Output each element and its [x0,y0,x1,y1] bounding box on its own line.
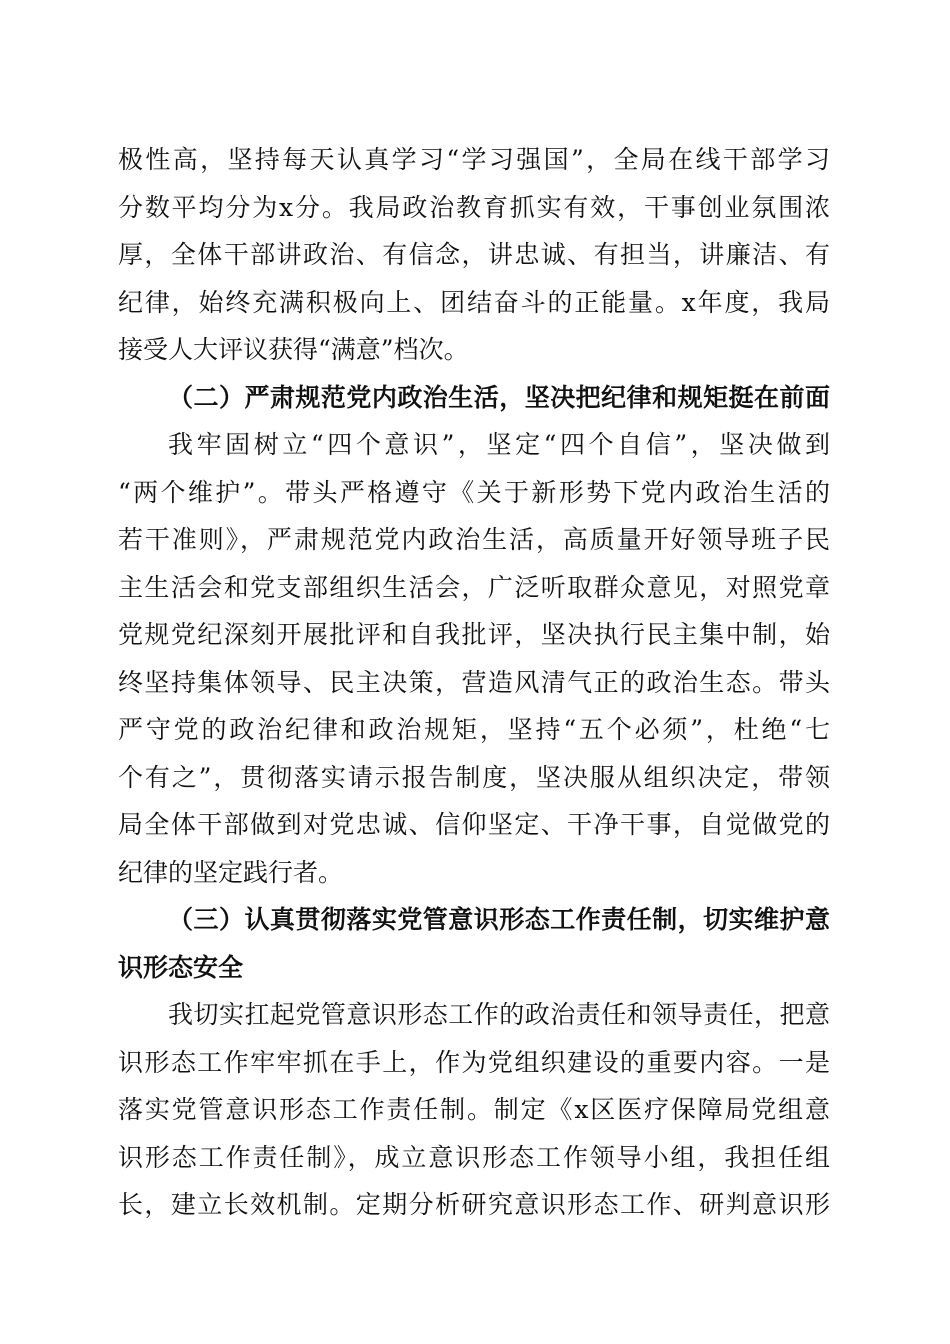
text-line: 主生活会和党支部组织生活会，广泛听取群众意见，对照党章 [118,573,830,602]
text-line: 党规党纪深刻开展批评和自我批评，坚决执行民主集中制，始 [118,620,830,649]
section-heading-3: （三）认真贯彻落实党管意识形态工作责任制，切实维护意 [168,905,830,934]
text-line: 厚，全体干部讲政治、有信念，讲忠诚、有担当，讲廉洁、有 [118,240,830,269]
text-line: 个有之”，贯彻落实请示报告制度，坚决服从组织决定，带领 [118,763,830,792]
text-line: 识形态工作责任制》，成立意识形态工作领导小组，我担任组 [118,1143,830,1172]
text-line: 纪律，始终充满积极向上、团结奋斗的正能量。x年度，我局 [118,288,830,317]
text-line: 纪律的坚定践行者。 [118,858,344,887]
text-line: 分数平均分为x分。我局政治教育抓实有效，干事创业氛围浓 [118,193,830,222]
text-line: 极性高，坚持每天认真学习“学习强国”，全局在线干部学习 [118,145,830,174]
text-line: “两个维护”。带头严格遵守《关于新形势下党内政治生活的 [118,478,830,507]
section-heading-2: （二）严肃规范党内政治生活，坚决把纪律和规矩挺在前面 [168,383,830,412]
text-line: 局全体干部做到对党忠诚、信仰坚定、干净干事，自觉做党的 [118,810,830,839]
text-line: 长，建立长效机制。定期分析研究意识形态工作、研判意识形 [118,1190,830,1219]
text-line: 落实党管意识形态工作责任制。制定《x区医疗保障局党组意 [118,1095,830,1124]
text-line: 识形态工作牢牢抓在手上，作为党组织建设的重要内容。一是 [118,1048,830,1077]
text-line: 我切实扛起党管意识形态工作的政治责任和领导责任，把意 [168,1000,830,1029]
text-line: 我牢固树立“四个意识”，坚定“四个自信”，坚决做到 [168,430,830,459]
text-line: 若干准则》，严肃规范党内政治生活，高质量开好领导班子民 [118,525,830,554]
section-heading-3-continued: 识形态安全 [118,953,244,982]
text-line: 终坚持集体领导、民主决策，营造风清气正的政治生态。带头 [118,668,830,697]
text-line: 接受人大评议获得“满意”档次。 [118,335,469,364]
text-line: 严守党的政治纪律和政治规矩，坚持“五个必须”，杜绝“七 [118,715,830,744]
